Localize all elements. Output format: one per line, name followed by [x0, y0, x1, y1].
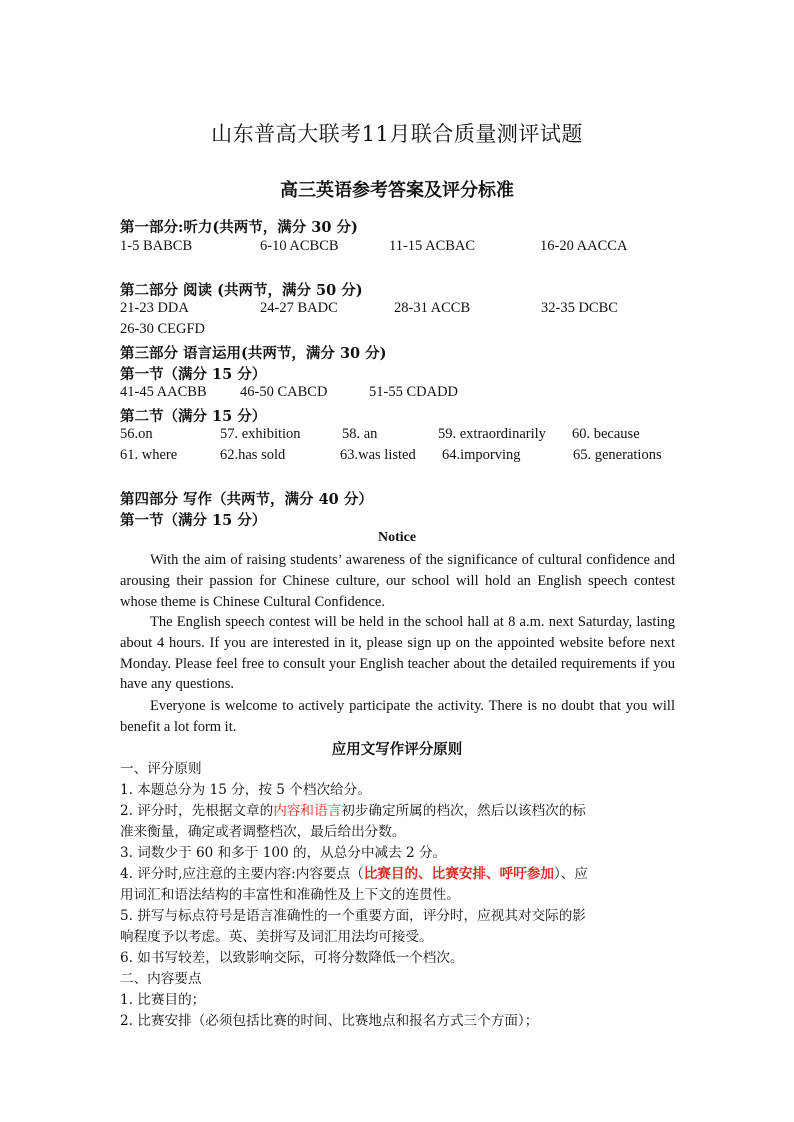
rule-text: ）、应: [554, 866, 588, 882]
part3-heading: 第三部分 语言运用(共两节，满分 30 分): [120, 345, 387, 362]
answer-group: 1-5 BABCB: [120, 238, 193, 254]
rule-6: 6. 如书写较差，以致影响交际，可将分数降低一个档次。: [120, 950, 464, 966]
answer-item: 61. where: [120, 447, 178, 463]
rule-highlight: 内容和语言: [273, 803, 342, 819]
answer-item: 57. exhibition: [220, 426, 301, 442]
answer-group: 24-27 BADC: [260, 300, 338, 316]
answer-item: 58. an: [342, 426, 378, 442]
part3-section1-heading: 第一节（满分 15 分）: [120, 366, 267, 383]
rules-section2-title: 二、内容要点: [120, 971, 202, 987]
rule-2-cont: 准来衡量，确定或者调整档次，最后给出分数。: [120, 824, 406, 840]
rule-text: 2. 评分时，先根据文章的: [120, 803, 274, 819]
part3-section2-heading: 第二节（满分 15 分）: [120, 408, 267, 425]
content-point-2: 2. 比赛安排（必须包括比赛的时间、比赛地点和报名方式三个方面）；: [120, 1013, 539, 1029]
rule-1: 1. 本题总分为 15 分，按 5 个档次给分。: [120, 782, 371, 798]
rule-2: [120, 801, 680, 822]
answer-item: 62.has sold: [220, 447, 286, 463]
part4-section1-heading: 第一节（满分 15 分）: [120, 512, 267, 529]
rules-section1-title: 一、评分原则: [120, 761, 202, 777]
answer-group: 11-15 ACBAC: [389, 238, 476, 254]
part3-section2-row1: [120, 426, 680, 446]
content-point-1: 1. 比赛目的；: [120, 992, 206, 1008]
document-title: 山东普高大联考11月联合质量测评试题: [211, 122, 583, 146]
rule-text: 4. 评分时,应注意的主要内容:内容要点（: [120, 866, 364, 882]
part2-answers-row2: [120, 321, 205, 338]
answer-item: 56.on: [120, 426, 153, 442]
part4-heading: 第四部分 写作（共两节，满分 40 分）: [120, 491, 373, 508]
part3-section2-row2: [120, 447, 680, 467]
part1-answers: [120, 238, 680, 258]
answer-item: 65. generations: [573, 447, 662, 463]
notice-title: Notice: [377, 530, 417, 545]
essay-paragraph-text: With the aim of raising students’ awareness of the significance of cultural confidence and arousing their passion for Chinese culture, our school will hold an English speech contest whose theme is Chinese Cultural Confidence.: [120, 552, 675, 610]
answer-group: 28-31 ACCB: [394, 300, 471, 316]
answer-group: 21-23 DDA: [120, 300, 189, 316]
essay-paragraph-text: The English speech contest will be held in the school hall at 8 a.m. next Saturday, lasting about 4 hours. If you are interested in it, please sign up on the appointed website before next Monday. Please feel free to consult your English teacher about the detailed requirements if you have any questions.: [120, 614, 675, 693]
answer-group: 46-50 CABCD: [240, 384, 328, 400]
answer-group: 51-55 CDADD: [369, 384, 459, 400]
part2-answers-row1: [120, 300, 680, 320]
answer-group: 16-20 AACCA: [540, 238, 628, 254]
rule-5-cont: 响程度予以考虑。英、美拼写及词汇用法均可接受。: [120, 929, 433, 945]
essay-paragraph: [120, 612, 675, 695]
part1-heading: 第一部分:听力(共两节，满分 30 分): [120, 219, 358, 236]
rule-4: [120, 864, 680, 885]
rule-5: 5. 拼写与标点符号是语言准确性的一个重要方面，评分时，应视其对交际的影: [120, 908, 586, 924]
essay-paragraph: [120, 550, 675, 612]
answer-item: 60. because: [572, 426, 640, 442]
answer-item: 64.imporving: [442, 447, 521, 463]
answer-group: 32-35 DCBC: [541, 300, 618, 316]
answer-group: 26-30 CEGFD: [120, 321, 205, 337]
part2-heading: 第二部分 阅读 (共两节，满分 50 分): [120, 282, 363, 299]
answer-item: 59. extraordinarily: [438, 426, 546, 442]
rule-text: 初步确定所属的档次，然后以该档次的标: [341, 803, 586, 819]
part3-section1-answers: [120, 384, 680, 404]
answer-group: 6-10 ACBCB: [260, 238, 339, 254]
essay-paragraph: [120, 696, 675, 738]
rule-4-cont: 用词汇和语法结构的丰富性和准确性及上下文的连贯性。: [120, 887, 460, 903]
answer-group: 41-45 AACBB: [120, 384, 207, 400]
rule-3: 3. 词数少于 60 和多于 100 的，从总分中减去 2 分。: [120, 845, 447, 861]
rules-heading: 应用文写作评分原则: [331, 741, 463, 758]
answer-item: 63.was listed: [340, 447, 416, 463]
document-subtitle: 高三英语参考答案及评分标准: [280, 180, 514, 201]
rule-highlight: 比赛目的、比赛安排、呼吁参加: [363, 866, 555, 882]
essay-paragraph-text: Everyone is welcome to actively participate the activity. There is no doubt that you will benefit a lot form it.: [120, 698, 675, 735]
